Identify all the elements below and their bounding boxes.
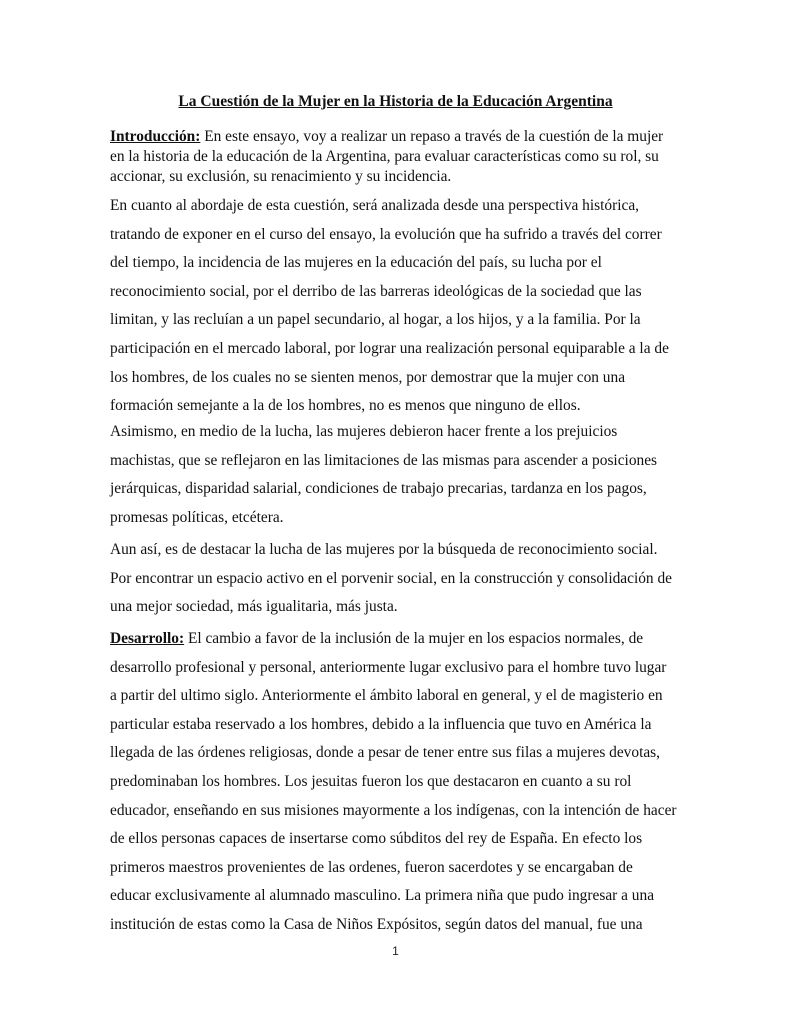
paragraph-line: a partir del ultimo siglo. Anteriormente el ámbito laboral en general, y el de magisterio en xyxy=(110,687,663,705)
paragraph-line: formación semejante a la de los hombres, no es menos que ninguno de ellos. xyxy=(110,397,581,415)
paragraph-line: particular estaba reservado a los hombres, debido a la influencia que tuvo en América la xyxy=(110,715,652,733)
paragraph-line: predominaban los hombres. Los jesuitas fueron los que destacaron en cuanto a su rol xyxy=(110,772,632,790)
paragraph-line: educar exclusivamente al alumnado masculino. La primera niña que pudo ingresar a una xyxy=(110,887,655,905)
paragraph-line: educador, enseñando en sus misiones mayormente a los indígenas, con la intención de hacer xyxy=(110,801,677,819)
document-title: La Cuestión de la Mujer en la Historia de la Educación Argentina xyxy=(178,93,613,110)
intro-label: Introducción: xyxy=(110,128,201,145)
approach-paragraph xyxy=(110,192,681,421)
paragraph-line: institución de estas como la Casa de Niños Expósitos, según datos del manual, fue una xyxy=(110,915,643,933)
paragraph-line: en la historia de la educación de la Argentina, para evaluar características como su rol, su xyxy=(110,148,659,165)
paragraph-line: desarrollo profesional y personal, anteriormente lugar exclusivo para el hombre tuvo lugar xyxy=(110,658,667,676)
paragraph-line: participación en el mercado laboral, por lograr una realización personal equiparable a la de xyxy=(110,339,669,357)
line-text: En este ensayo, voy a realizar un repaso a través de la cuestión de la mujer xyxy=(200,128,664,145)
paragraph-line: reconocimiento social, por el derribo de las barreras ideológicas de la sociedad que las xyxy=(110,282,642,300)
paragraph-line xyxy=(110,127,681,147)
paragraph-line: Por encontrar un espacio activo en el porvenir social, en la construcción y consolidación de xyxy=(110,569,672,587)
development-label: Desarrollo: xyxy=(110,630,185,647)
paragraph-line: jerárquicas, disparidad salarial, condiciones de trabajo precarias, tardanza en los pagos, xyxy=(110,480,647,498)
intro-paragraph xyxy=(110,127,681,187)
paragraph-line: primeros maestros provenientes de las ordenes, fueron sacerdotes y se encargaban de xyxy=(110,858,633,876)
paragraph-line: accionar, su exclusión, su renacimiento y su incidencia. xyxy=(110,168,452,185)
paragraph-line: En cuanto al abordaje de esta cuestión, será analizada desde una perspectiva histórica, xyxy=(110,197,640,214)
paragraph-line: los hombres, de los cuales no se sienten menos, por demostrar que la mujer con una xyxy=(110,368,626,386)
paragraph-line: llegada de las órdenes religiosas, donde a pesar de tener entre sus filas a mujeres devotas, xyxy=(110,744,661,762)
paragraph-line: Aun así, es de destacar la lucha de las mujeres por la búsqueda de reconocimiento social. xyxy=(110,541,658,558)
struggle-paragraph xyxy=(110,536,681,622)
line-text: El cambio a favor de la inclusión de la mujer en los espacios normales, de xyxy=(184,630,644,647)
page-number: 1 xyxy=(392,944,399,958)
development-paragraph xyxy=(110,625,681,940)
prejudice-paragraph xyxy=(110,418,681,532)
paragraph-line: tratando de exponer en el curso del ensayo, la evolución que ha sufrido a través del correr xyxy=(110,225,662,243)
paragraph-line: limitan, y las recluían a un papel secundario, al hogar, a los hijos, y a la familia. Por la xyxy=(110,311,641,329)
paragraph-line: de ellos personas capaces de insertarse como súbditos del rey de España. En efecto los xyxy=(110,830,643,848)
paragraph-line: promesas políticas, etcétera. xyxy=(110,508,284,526)
paragraph-line: machistas, que se reflejaron en las limitaciones de las mismas para ascender a posiciones xyxy=(110,451,658,469)
paragraph-line: una mejor sociedad, más igualitaria, más justa. xyxy=(110,598,398,616)
paragraph-line: Asimismo, en medio de la lucha, las mujeres debieron hacer frente a los prejuicios xyxy=(110,423,618,440)
paragraph-line: del tiempo, la incidencia de las mujeres en la educación del país, su lucha por el xyxy=(110,254,602,272)
paragraph-line xyxy=(110,625,681,654)
